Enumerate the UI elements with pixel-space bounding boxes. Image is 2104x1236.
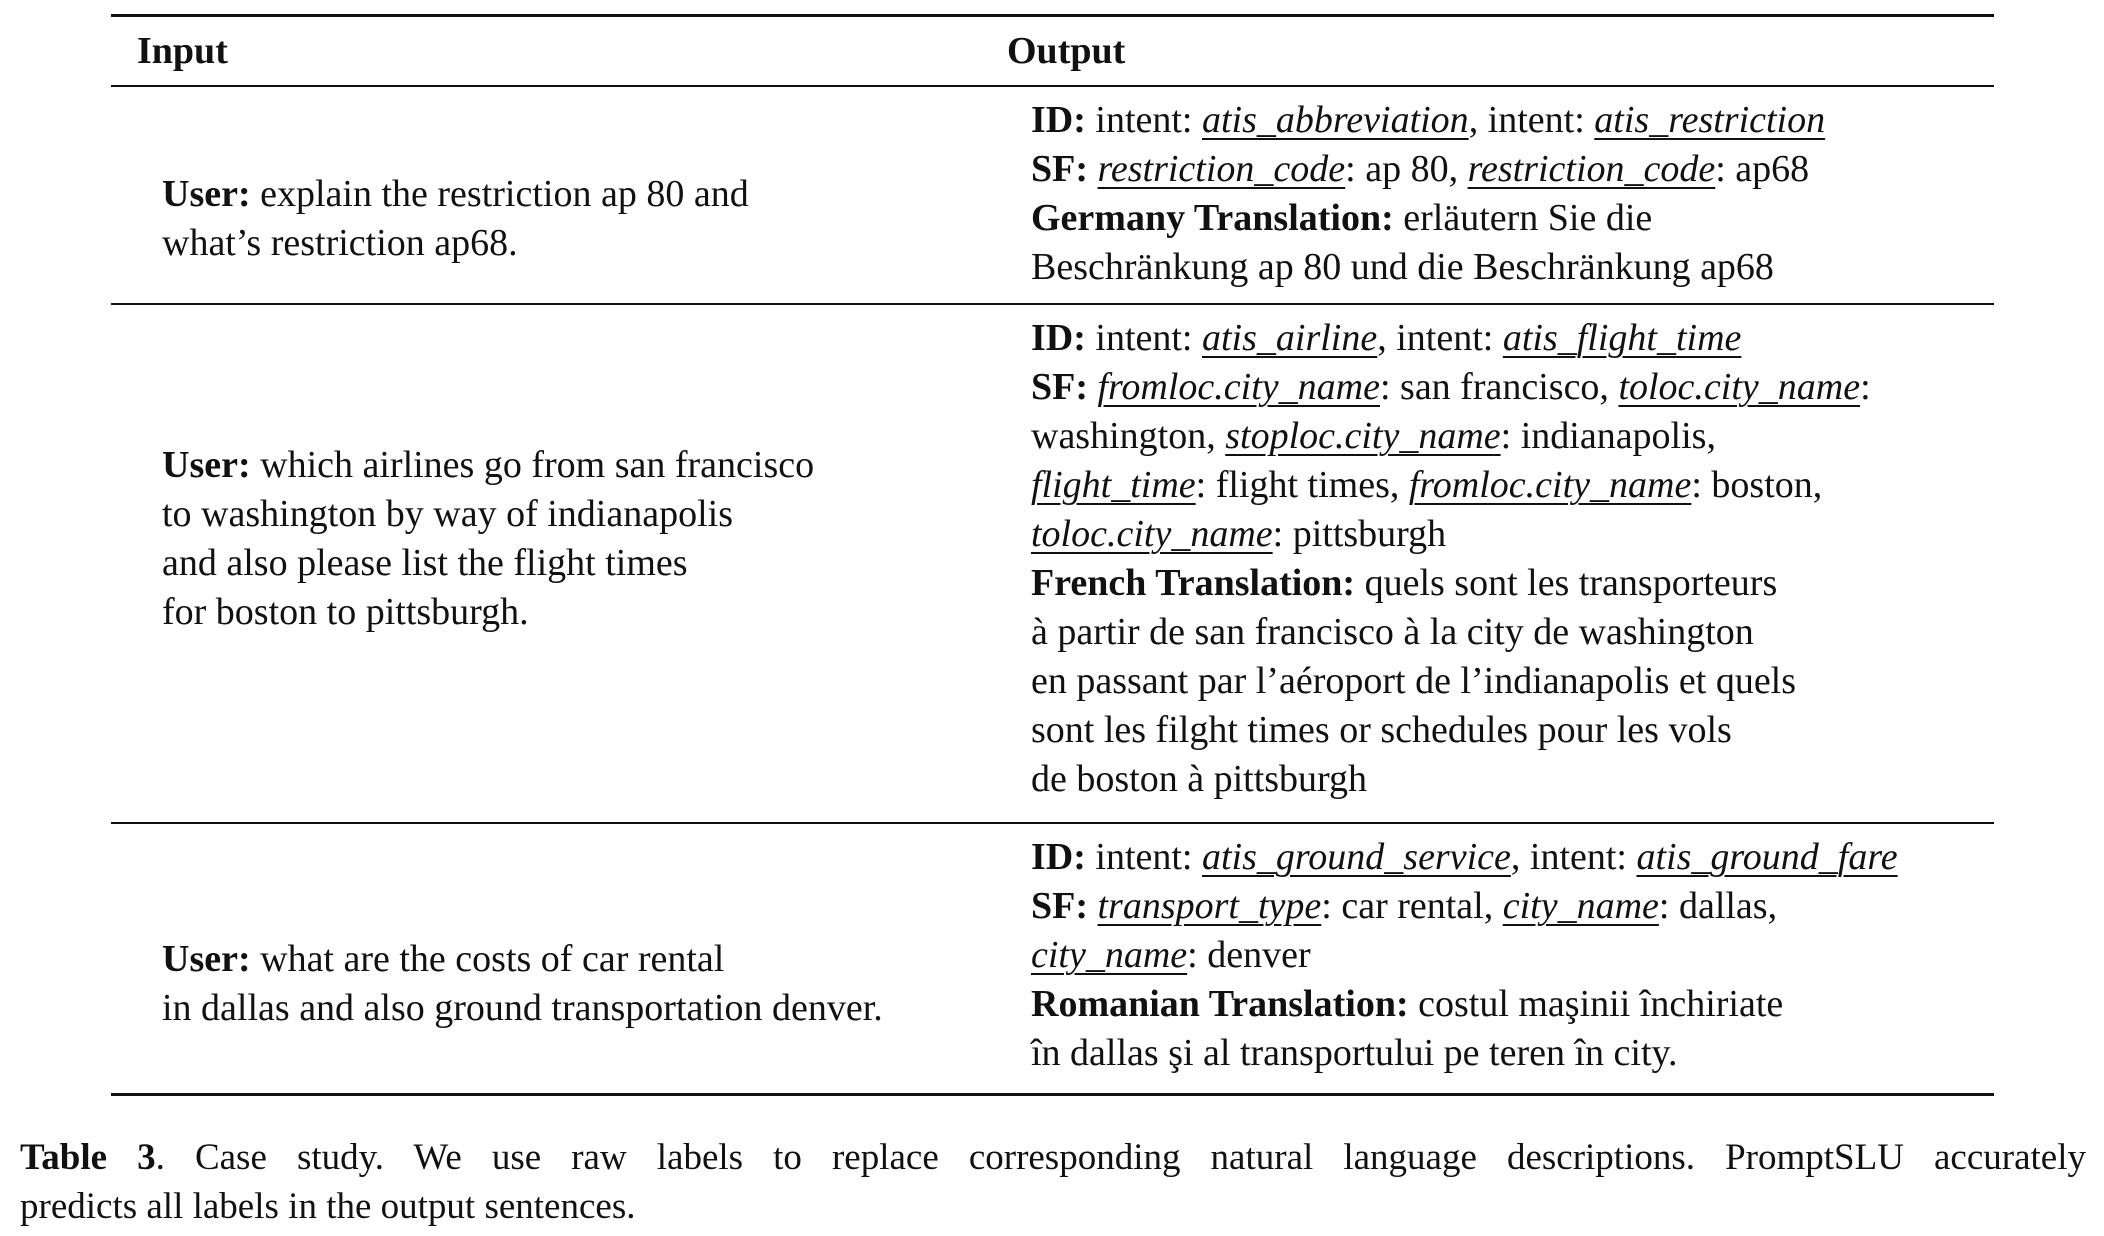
output-line — [1031, 510, 1871, 559]
slot-label: restriction_code — [1097, 148, 1346, 190]
sf-label: SF: — [1031, 885, 1088, 927]
slot-label: flight_time — [1031, 464, 1196, 506]
row-3-input — [162, 935, 883, 1033]
output-text: : indianapolis, — [1500, 415, 1716, 457]
output-text: : flight times, — [1195, 464, 1409, 506]
slot-label: toloc.city_name — [1031, 513, 1273, 555]
row-3-output — [1031, 833, 1898, 1078]
header-rule — [111, 85, 1994, 87]
translation-text: costul maşinii închiriate — [1418, 983, 1784, 1025]
input-line: in dallas and also ground transportation denver. — [162, 987, 883, 1029]
output-line — [1031, 608, 1871, 657]
translation-text: Beschränkung ap 80 und die Beschränkung ap68 — [1031, 246, 1774, 288]
slot-label: city_name — [1031, 934, 1188, 976]
row-rule — [111, 303, 1994, 305]
slot-label: atis_ground_service — [1202, 836, 1511, 878]
output-line — [1031, 657, 1871, 706]
sf-label: SF: — [1031, 366, 1088, 408]
output-text: intent: — [1095, 99, 1202, 141]
output-text: : denver — [1187, 934, 1311, 976]
row-2-output — [1031, 314, 1871, 804]
output-line — [1031, 559, 1871, 608]
translation-label: French Translation: — [1031, 562, 1356, 604]
caption-label: Table 3 — [20, 1137, 156, 1178]
input-line: for boston to pittsburgh. — [162, 591, 529, 633]
header-output: Output — [1007, 30, 1126, 72]
translation-text: de boston à pittsburgh — [1031, 758, 1368, 800]
output-line — [1031, 145, 1825, 194]
output-line — [1031, 243, 1825, 292]
row-2-input — [162, 441, 814, 637]
output-line — [1031, 363, 1871, 412]
input-line: which airlines go from san francisco — [260, 444, 815, 486]
header-input: Input — [137, 30, 228, 72]
output-line — [1031, 412, 1871, 461]
slot-label: toloc.city_name — [1618, 366, 1861, 408]
caption-text: predicts all labels in the output sentences. — [20, 1186, 636, 1227]
input-line: what are the costs of car rental — [260, 938, 725, 980]
output-line — [1031, 314, 1871, 363]
slot-label: atis_restriction — [1594, 99, 1826, 141]
translation-text: în dallas şi al transportului pe teren în city. — [1031, 1032, 1678, 1074]
row-1-output — [1031, 96, 1825, 292]
translation-text: erläutern Sie die — [1403, 197, 1653, 239]
output-text: intent: — [1095, 317, 1202, 359]
slot-label: restriction_code — [1467, 148, 1716, 190]
output-text: washington, — [1031, 415, 1226, 457]
user-label: User: — [162, 444, 251, 486]
output-line — [1031, 755, 1871, 804]
output-line — [1031, 980, 1898, 1029]
output-text: : dallas, — [1658, 885, 1778, 927]
user-label: User: — [162, 938, 251, 980]
output-text: : boston, — [1691, 464, 1823, 506]
slot-label: fromloc.city_name — [1408, 464, 1692, 506]
translation-text: quels sont les transporteurs — [1364, 562, 1778, 604]
output-line — [1031, 461, 1871, 510]
output-line — [1031, 931, 1898, 980]
table-bottom-rule — [111, 1093, 1994, 1096]
input-line: explain the restriction ap 80 and — [260, 173, 749, 215]
translation-label: Germany Translation: — [1031, 197, 1394, 239]
slot-label: atis_flight_time — [1502, 317, 1742, 359]
output-text: : pittsburgh — [1272, 513, 1447, 555]
caption-text: . Case study. We use raw labels to replace corresponding natural language descriptions. PromptSLU accurately — [155, 1137, 2087, 1178]
sf-label: SF: — [1031, 148, 1088, 190]
row-rule — [111, 822, 1994, 824]
output-text: , intent: — [1468, 99, 1595, 141]
row-1-input — [162, 170, 749, 268]
translation-text: en passant par l’aéroport de l’indianapolis et quels — [1031, 660, 1797, 702]
output-text: , intent: — [1377, 317, 1503, 359]
slot-label: atis_abbreviation — [1202, 99, 1469, 141]
table-caption — [20, 1133, 2086, 1231]
output-text: : car rental, — [1321, 885, 1503, 927]
output-text: : — [1860, 366, 1871, 408]
output-line — [1031, 833, 1898, 882]
id-label: ID: — [1031, 836, 1086, 878]
slot-label: transport_type — [1097, 885, 1322, 927]
input-line: and also please list the flight times — [162, 542, 688, 584]
output-text: : ap68 — [1715, 148, 1810, 190]
slot-label: fromloc.city_name — [1097, 366, 1380, 408]
input-line: what’s restriction ap68. — [162, 222, 518, 264]
output-text: intent: — [1095, 836, 1202, 878]
slot-label: city_name — [1502, 885, 1659, 927]
input-line: to washington by way of indianapolis — [162, 493, 733, 535]
slot-label: atis_airline — [1202, 317, 1378, 359]
output-line — [1031, 882, 1898, 931]
translation-label: Romanian Translation: — [1031, 983, 1409, 1025]
output-text: , intent: — [1510, 836, 1637, 878]
table-top-rule — [111, 14, 1994, 17]
output-line — [1031, 706, 1871, 755]
output-text: : ap 80, — [1345, 148, 1468, 190]
output-text: : san francisco, — [1379, 366, 1619, 408]
user-label: User: — [162, 173, 251, 215]
slot-label: stoploc.city_name — [1225, 415, 1501, 457]
slot-label: atis_ground_fare — [1636, 836, 1898, 878]
output-line — [1031, 1029, 1898, 1078]
output-line — [1031, 194, 1825, 243]
translation-text: à partir de san francisco à la city de washington — [1031, 611, 1754, 653]
translation-text: sont les filght times or schedules pour les vols — [1031, 709, 1732, 751]
id-label: ID: — [1031, 99, 1086, 141]
id-label: ID: — [1031, 317, 1086, 359]
output-line — [1031, 96, 1825, 145]
